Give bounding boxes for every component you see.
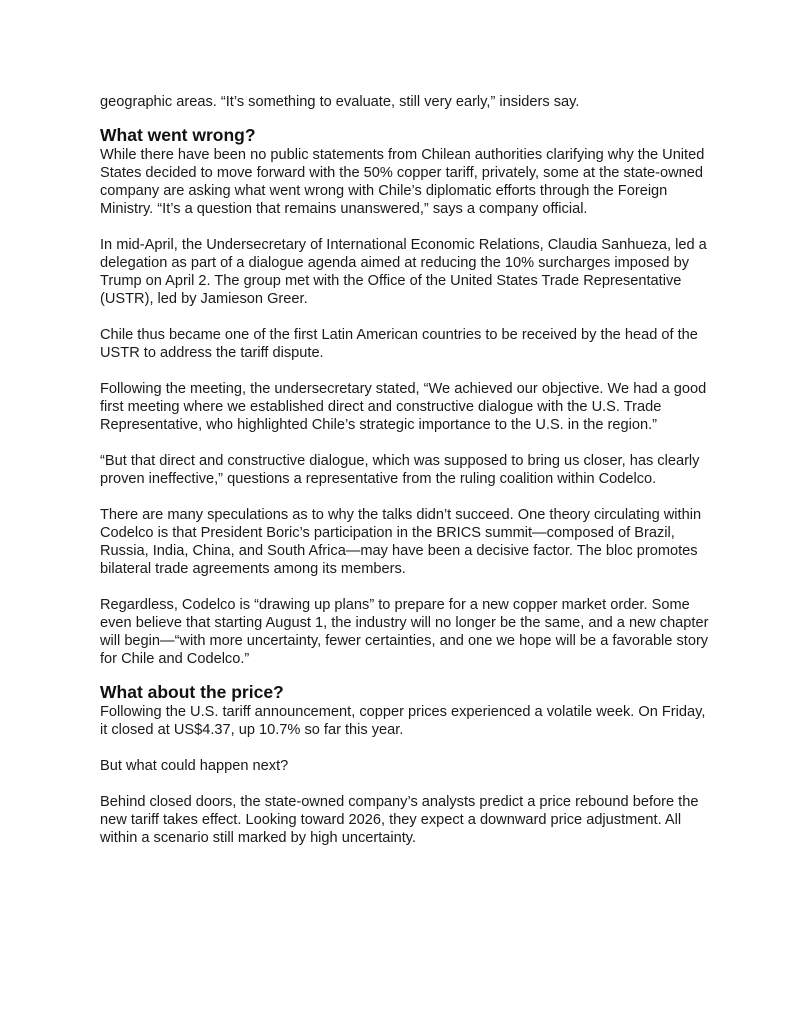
- paragraph: Regardless, Codelco is “drawing up plans” to prepare for a new copper market order. Some even believe that starting August 1, the industry will no longer be the same, and a new chapter will begin—“with more uncertainty, fewer certainties, and one we hope will be a favorable story for Chile and Codelco.”: [100, 597, 709, 667]
- intro-paragraph: geographic areas. “It’s something to evaluate, still very early,” insiders say.: [100, 94, 580, 110]
- paragraph: Following the U.S. tariff announcement, copper prices experienced a volatile week. On Friday, it closed at US$4.37, up 10.7% so far this year.: [100, 704, 706, 738]
- paragraph: Behind closed doors, the state-owned company’s analysts predict a price rebound before the new tariff takes effect. Looking toward 2026, they expect a downward price adjustment. All within a scenario still marked by high uncertainty.: [100, 794, 699, 846]
- section-heading-what-went-wrong: What went wrong?: [100, 125, 256, 145]
- paragraph: Chile thus became one of the first Latin American countries to be received by the head of the USTR to address the tariff dispute.: [100, 327, 698, 361]
- paragraph: There are many speculations as to why the talks didn’t succeed. One theory circulating within Codelco is that President Boric’s participation in the BRICS summit—composed of Brazil, Russia, India, China, and South Africa—may have been a decisive factor. The bloc promotes bilateral trade agreements among its members.: [100, 507, 702, 577]
- paragraph: In mid-April, the Undersecretary of International Economic Relations, Claudia Sanhueza, led a delegation as part of a dialogue agenda aimed at reducing the 10% surcharges imposed by Trump on April 2. The group met with the Office of the United States Trade Representative (USTR), led by Jamieson Greer.: [100, 237, 707, 307]
- paragraph: But what could happen next?: [100, 758, 289, 774]
- paragraph: “But that direct and constructive dialogue, which was supposed to bring us closer, has clearly proven ineffective,” questions a representative from the ruling coalition within Codelco.: [100, 453, 700, 487]
- document-page: [100, 93, 710, 865]
- paragraph: Following the meeting, the undersecretary stated, “We achieved our objective. We had a good first meeting where we established direct and constructive dialogue with the U.S. Trade Representative, who highlighted Chile’s strategic importance to the U.S. in the region.”: [100, 381, 707, 433]
- section-heading-what-about-the-price: What about the price?: [100, 682, 284, 702]
- paragraph: While there have been no public statements from Chilean authorities clarifying why the United States decided to move forward with the 50% copper tariff, privately, some at the state-owned company are asking what went wrong with Chile’s diplomatic efforts through the Foreign Ministry. “It’s a question that remains unanswered,” says a company official.: [100, 147, 705, 217]
